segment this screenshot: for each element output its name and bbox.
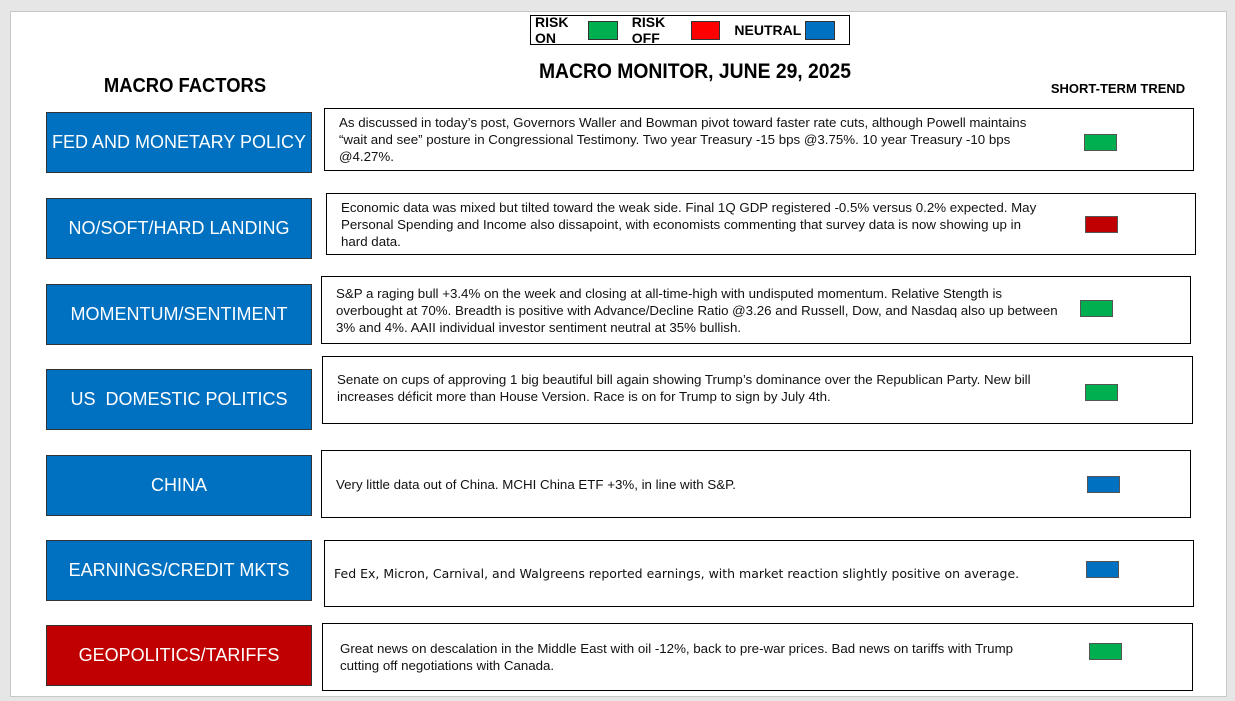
description-text: Great news on descalation in the Middle East with oil -12%, back to pre-war prices. Bad news on tariffs with Trump cutting off negotiations with Canada. bbox=[340, 641, 1014, 673]
factor-us-domestic-politics: US DOMESTIC POLITICS bbox=[46, 369, 312, 430]
description-text: Senate on cups of approving 1 big beautiful bill again showing Trump’s dominance over the Republican Party. New bill increases déficit more than House Version. Race is on for Trump to sign by July 4th. bbox=[337, 372, 1031, 404]
trend-indicator-landing bbox=[1085, 216, 1118, 233]
legend-label-risk-off: RISK OFF bbox=[631, 14, 666, 46]
description-text: Fed Ex, Micron, Carnival, and Walgreens reported earnings, with market reaction slightly positive on average. bbox=[334, 566, 1020, 581]
legend-swatch-risk-off bbox=[691, 21, 721, 40]
legend-label-neutral: NEUTRAL bbox=[734, 22, 802, 38]
legend-label-risk-on: RISK ON bbox=[535, 14, 569, 46]
trend-indicator-us-domestic-politics bbox=[1085, 384, 1118, 401]
description-fed-monetary-policy bbox=[324, 108, 1194, 171]
trend-indicator-fed-monetary-policy bbox=[1084, 134, 1117, 151]
short-term-trend-heading: SHORT-TERM TREND bbox=[1050, 81, 1186, 96]
macro-factors-heading: MACRO FACTORS bbox=[103, 75, 267, 97]
legend bbox=[530, 15, 850, 45]
factor-geopolitics-tariffs: GEOPOLITICS/TARIFFS bbox=[46, 625, 312, 686]
description-geopolitics-tariffs bbox=[322, 623, 1193, 691]
description-text: As discussed in today’s post, Governors Waller and Bowman pivot toward faster rate cuts, although Powell maintains “wait and see” posture in Congressional Testimony. Two year Treasury -15 bps @3.75%. 10 year Treasury -10 bps @4.27%. bbox=[339, 115, 1027, 164]
trend-indicator-china bbox=[1087, 476, 1120, 493]
factor-earnings-credit-mkts: EARNINGS/CREDIT MKTS bbox=[46, 540, 312, 601]
description-landing bbox=[326, 193, 1196, 255]
description-text: S&P a raging bull +3.4% on the week and closing at all-time-high with undisputed momentum. Relative Stength is overbought at 70%. Breadth is positive with Advance/Decline Ratio @3.26 and Russell, Dow, and Nasdaq also up between 3% and 4%. AAII individual investor sentiment neutral at 35% bullish. bbox=[336, 285, 1058, 335]
description-text: Economic data was mixed but tilted toward the weak side. Final 1Q GDP registered -0.5% versus 0.2% expected. May Personal Spending and Income also dissapoint, with economists commenting that survey data is now showing up in hard data. bbox=[341, 199, 1037, 249]
legend-swatch-risk-on bbox=[588, 21, 618, 40]
trend-indicator-momentum-sentiment bbox=[1080, 300, 1113, 317]
description-earnings-credit-mkts bbox=[324, 540, 1194, 607]
factor-fed-monetary-policy: FED AND MONETARY POLICY bbox=[46, 112, 312, 173]
trend-indicator-geopolitics-tariffs bbox=[1089, 643, 1122, 660]
page-title: MACRO MONITOR, JUNE 29, 2025 bbox=[538, 60, 852, 83]
legend-swatch-neutral bbox=[805, 21, 835, 40]
description-us-domestic-politics bbox=[322, 356, 1193, 424]
factor-landing: NO/SOFT/HARD LANDING bbox=[46, 198, 312, 259]
factor-china: CHINA bbox=[46, 455, 312, 516]
description-momentum-sentiment bbox=[321, 276, 1191, 344]
factor-momentum-sentiment: MOMENTUM/SENTIMENT bbox=[46, 284, 312, 345]
description-china bbox=[321, 450, 1191, 518]
trend-indicator-earnings-credit-mkts bbox=[1086, 561, 1119, 578]
description-text: Very little data out of China. MCHI China ETF +3%, in line with S&P. bbox=[336, 476, 736, 492]
